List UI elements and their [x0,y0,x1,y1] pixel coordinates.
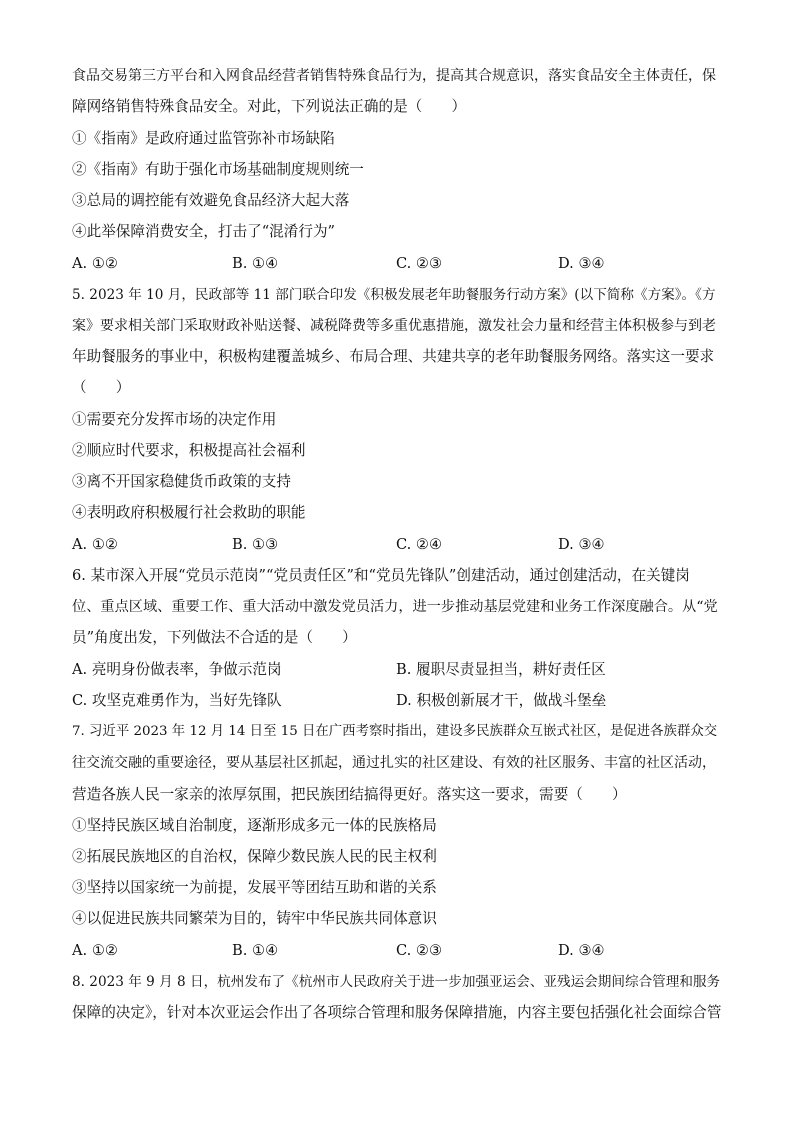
intro-statement-4: ④此举保障消费安全，打击了“混淆行为” [72,223,336,240]
q7-option-d: D. ③④ [558,942,605,959]
intro-option-c: C. ②③ [396,255,443,272]
q7-statement-4: ④以促进民族共同繁荣为目的，铸牢中华民族共同体意识 [72,910,437,927]
q6-line-1: 6. 某市深入开展“党员示范岗”“党员责任区”和“党员先锋队”创建活动，通过创建活动，在关键岗 [72,567,690,584]
q5-line-2: 案》要求相关部门采取财政补贴送餐、减税降费等多重优惠措施，激发社会力量和经营主体积极参与到老 [72,318,716,334]
q6-line-3: 员”角度出发，下列做法不合适的是（ ） [72,629,357,646]
q7-statement-2: ②拓展民族地区的自治权，保障少数民族人民的民主权利 [72,848,437,865]
q5-line-4: （ ） [72,379,131,396]
intro-statement-1: ①《指南》是政府通过监管弥补市场缺陷 [72,130,335,147]
q5-option-a: A. ①② [72,536,118,553]
q5-statement-4: ④表明政府积极履行社会救助的职能 [72,504,306,521]
q5-statement-2: ②顺应时代要求，积极提高社会福利 [72,442,306,459]
intro-statement-3: ③总局的调控能有效避免食品经济大起大落 [72,192,350,209]
q5-line-3: 年助餐服务的事业中，积极构建覆盖城乡、布局合理、共建共享的老年助餐服务网络。落实这一要求 [72,348,715,365]
q8-line-2: 保障的决定》，针对本次亚运会作出了各项综合管理和服务保障措施，内容主要包括强化社会面综合管 [72,1004,722,1021]
q7-option-a: A. ①② [72,942,118,959]
q7-line-2: 往交流交融的重要途径，要从基层社区抓起，通过扎实的社区建设、有效的社区服务、丰富的社区活动， [72,755,716,771]
q6-line-2: 位、重点区域、重要工作、重大活动中激发党员活力，进一步推动基层党建和业务工作深度融合。从“党 [72,599,718,615]
intro-line-1: 食品交易第三方平台和入网食品经营者销售特殊食品行为，提高其合规意识，落实食品安全主体责任，保 [72,68,716,84]
q5-statement-1: ①需要充分发挥市场的决定作用 [72,411,277,428]
q7-line-1: 7. 习近平 2023 年 12 月 14 日至 15 日在广西考察时指出，建设多民族群众互嵌式社区，是促进各族群众交 [72,724,718,739]
q5-line-1: 5. 2023 年 10 月，民政部等 11 部门联合印发《积极发展老年助餐服务行动方案》(以下简称《方案》。《方 [72,287,716,303]
q7-statement-3: ③坚持以国家统一为前提，发展平等团结互助和谐的关系 [72,879,437,896]
q6-option-a: A. 亮明身份做表率，争做示范岗 [72,661,282,678]
q7-statement-1: ①坚持民族区域自治制度，逐渐形成多元一体的民族格局 [72,817,437,834]
q7-option-c: C. ②③ [396,942,443,959]
q6-option-c: C. 攻坚克难勇作为，当好先锋队 [72,692,282,709]
intro-option-d: D. ③④ [558,255,605,272]
q6-option-d: D. 积极创新展才干，做战斗堡垒 [396,692,607,709]
q6-option-b: B. 履职尽责显担当，耕好责任区 [396,661,606,678]
intro-option-b: B. ①④ [232,255,279,272]
intro-option-a: A. ①② [72,255,118,272]
q7-line-3: 营造各族人民一家亲的浓厚氛围，把民族团结搞得更好。落实这一要求，需要（ ） [72,786,627,803]
q5-option-b: B. ①③ [232,536,279,553]
q5-option-c: C. ②④ [396,536,443,553]
q8-line-1: 8. 2023 年 9 月 8 日，杭州发布了《杭州市人民政府关于进一步加强亚运会、亚残运会期间综合管理和服务 [72,974,721,990]
intro-line-2: 障网络销售特殊食品安全。对此，下列说法正确的是（ ） [72,98,467,115]
q7-option-b: B. ①④ [232,942,279,959]
q5-statement-3: ③离不开国家稳健货币政策的支持 [72,473,291,490]
intro-statement-2: ②《指南》有助于强化市场基础制度规则统一 [72,161,364,178]
q5-option-d: D. ③④ [558,536,605,553]
